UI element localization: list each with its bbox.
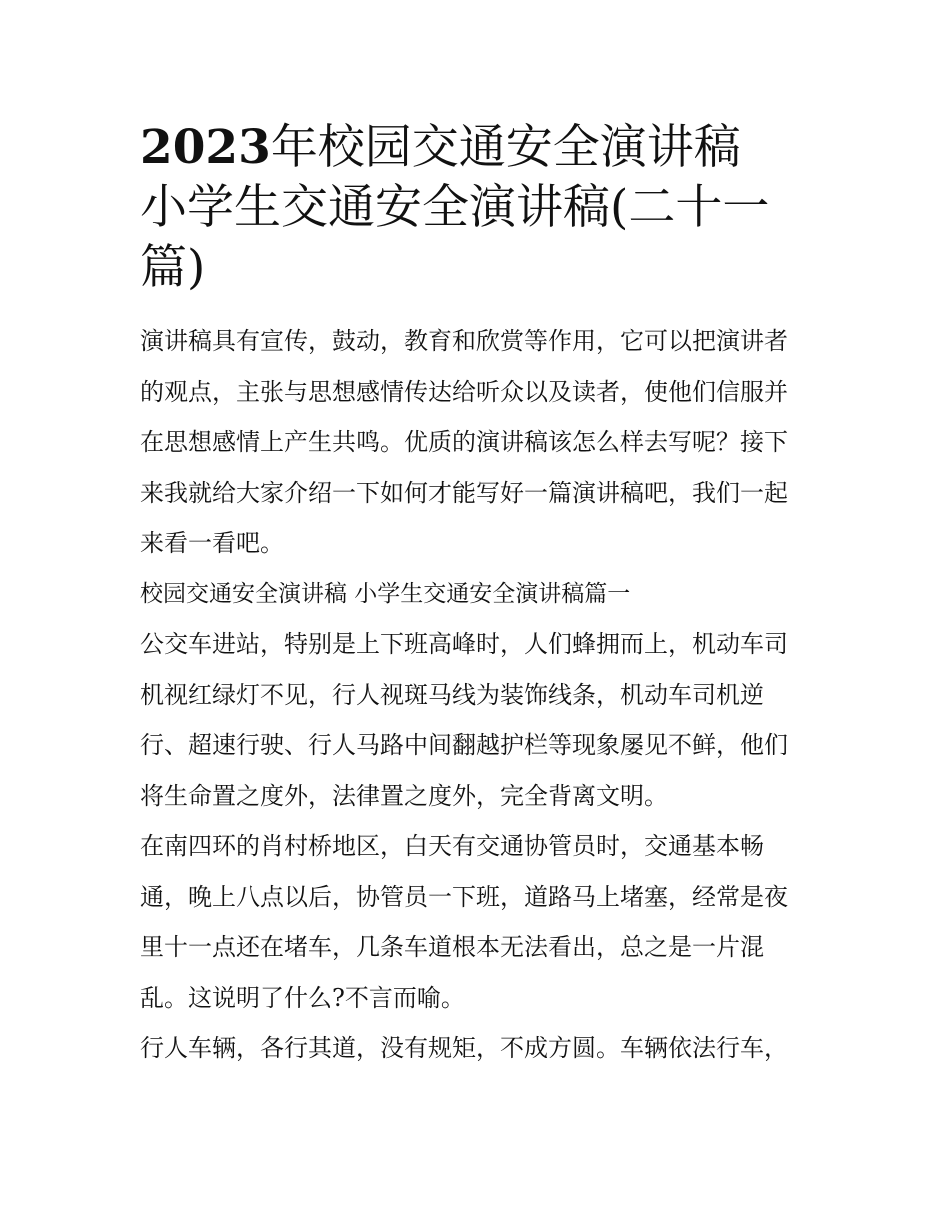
title-year: 2023 [140,120,271,175]
text-line: 在思想感情上产生共鸣。优质的演讲稿该怎么样去写呢？接下 [140,428,788,456]
title-line-3: 篇) [140,240,206,295]
text-line: 在南四环的肖村桥地区，白天有交通协管员时，交通基本畅 [140,832,764,860]
title-line-2: 小学生交通安全演讲稿(二十一 [140,180,770,235]
document-body [140,316,820,1074]
title-line-1-text: 年校园交通安全演讲稿 [270,120,741,175]
document-content [140,118,820,1074]
text-line: 里十一点还在堵车，几条车道根本无法看出，总之是一片混 [140,933,764,961]
intro-paragraph [140,316,820,569]
section-heading: 校园交通安全演讲稿 小学生交通安全演讲稿篇一 [140,580,631,607]
body-paragraph-3 [140,1023,820,1074]
text-line: 演讲稿具有宣传，鼓动，教育和欣赏等作用，它可以把演讲者 [140,327,788,355]
text-line: 行人车辆，各行其道，没有规矩，不成方圆。车辆依法行车， [140,1034,788,1062]
text-line: 将生命置之度外，法律置之度外，完全背离文明。 [140,781,668,810]
body-paragraph-1 [140,619,820,821]
text-line: 来看一看吧。 [140,529,284,557]
text-line: 乱。这说明了什么?不言而喻。 [140,983,465,1012]
document-title [140,118,820,298]
title-line-1 [140,118,820,178]
text-line: 公交车进站，特别是上下班高峰时，人们蜂拥而上，机动车司 [140,630,788,658]
text-line: 来我就给大家介绍一下如何才能写好一篇演讲稿吧，我们一起 [140,478,788,507]
text-line: 机视红绿灯不见，行人视斑马线为装饰线条，机动车司机逆 [140,680,764,709]
text-line: 的观点，主张与思想感情传达给听众以及读者，使他们信服并 [140,377,788,406]
body-paragraph-2 [140,821,820,1023]
text-line: 通，晚上八点以后，协管员一下班，道路马上堵塞，经常是夜 [140,882,788,911]
text-line: 行、超速行驶、行人马路中间翻越护栏等现象屡见不鲜，他们 [140,731,788,759]
